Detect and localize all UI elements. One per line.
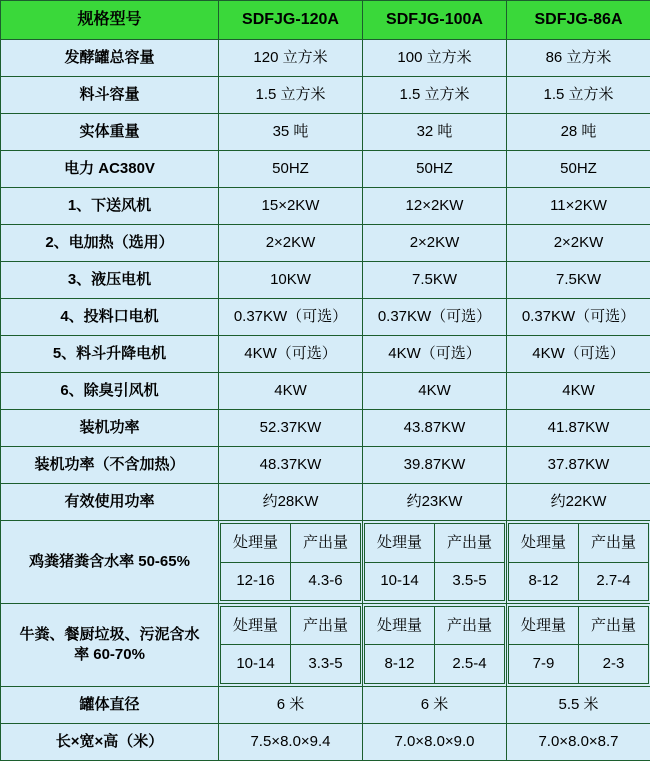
row-label: [1, 604, 219, 687]
sub-header-output: 产出量: [435, 524, 505, 562]
row-value: 7.0×8.0×8.7: [507, 723, 650, 760]
row-label: 装机功率: [1, 410, 219, 447]
row-label: 发酵罐总容量: [1, 39, 219, 76]
table-row: [1, 299, 650, 336]
table-row: [1, 686, 650, 723]
row-value: 0.37KW（可选）: [363, 299, 507, 336]
row-value: 86 立方米: [507, 39, 650, 76]
row-value: 28 吨: [507, 114, 650, 151]
row-value: 4KW: [219, 373, 363, 410]
split-cell: [219, 521, 363, 604]
row-value: 52.37KW: [219, 410, 363, 447]
sub-value-throughput: 8-12: [509, 562, 579, 600]
table-row: [1, 373, 650, 410]
split-cell: [507, 604, 650, 687]
header-cell-sdfjg-86a: SDFJG-86A: [507, 1, 650, 40]
row-label: 装机功率（不含加热）: [1, 447, 219, 484]
table-row: [1, 151, 650, 188]
row-value: 约23KW: [363, 484, 507, 521]
row-value: 1.5 立方米: [363, 77, 507, 114]
sub-value-throughput: 12-16: [221, 562, 291, 600]
row-value: 约22KW: [507, 484, 650, 521]
sub-header-throughput: 处理量: [221, 607, 291, 645]
row-value: 41.87KW: [507, 410, 650, 447]
table-header-row: [1, 1, 650, 40]
row-value: 7.5×8.0×9.4: [219, 723, 363, 760]
row-label: 1、下送风机: [1, 188, 219, 225]
split-cell: [363, 604, 507, 687]
row-label: 有效使用功率: [1, 484, 219, 521]
split-cell: [219, 604, 363, 687]
split-cell: [507, 521, 650, 604]
row-label-line-1: 牛粪、餐厨垃圾、污泥含水: [19, 625, 200, 643]
sub-value-output: 4.3-6: [291, 562, 361, 600]
sub-header-output: 产出量: [291, 607, 361, 645]
row-value: 2×2KW: [507, 225, 650, 262]
sub-header-throughput: 处理量: [509, 607, 579, 645]
row-value: 10KW: [219, 262, 363, 299]
table-row: [1, 77, 650, 114]
row-value: 15×2KW: [219, 188, 363, 225]
row-label: 3、液压电机: [1, 262, 219, 299]
row-value: 0.37KW（可选）: [219, 299, 363, 336]
row-value: 6 米: [363, 686, 507, 723]
row-value: 4KW（可选）: [507, 336, 650, 373]
row-value: 48.37KW: [219, 447, 363, 484]
row-value: 5.5 米: [507, 686, 650, 723]
table-row: [1, 410, 650, 447]
sub-value-output: 3.5-5: [435, 562, 505, 600]
row-value: 4KW（可选）: [363, 336, 507, 373]
table-row: [1, 188, 650, 225]
row-label: 4、投料口电机: [1, 299, 219, 336]
row-value: 39.87KW: [363, 447, 507, 484]
row-label: 罐体直径: [1, 686, 219, 723]
table-row: [1, 336, 650, 373]
row-value: 2×2KW: [219, 225, 363, 262]
row-value: 4KW: [507, 373, 650, 410]
sub-header-output: 产出量: [291, 524, 361, 562]
sub-value-output: 3.3-5: [291, 645, 361, 683]
sub-value-throughput: 8-12: [365, 645, 435, 683]
table-row: [1, 723, 650, 760]
sub-header-throughput: 处理量: [365, 524, 435, 562]
row-value: 50HZ: [507, 151, 650, 188]
sub-header-output: 产出量: [579, 607, 649, 645]
row-value: 7.0×8.0×9.0: [363, 723, 507, 760]
table-row-split-cow-manure-kitchen-sludge: [1, 604, 650, 687]
row-value: 43.87KW: [363, 410, 507, 447]
sub-header-throughput: 处理量: [509, 524, 579, 562]
split-cell: [363, 521, 507, 604]
sub-value-output: 2.5-4: [435, 645, 505, 683]
sub-value-throughput: 7-9: [509, 645, 579, 683]
row-label-line-2: 率 60-70%: [74, 645, 145, 663]
row-value: 120 立方米: [219, 39, 363, 76]
row-value: 4KW（可选）: [219, 336, 363, 373]
sub-header-output: 产出量: [579, 524, 649, 562]
row-value: 7.5KW: [507, 262, 650, 299]
table-row: [1, 262, 650, 299]
row-value: 37.87KW: [507, 447, 650, 484]
sub-value-output: 2.7-4: [579, 562, 649, 600]
table-row: [1, 114, 650, 151]
row-value: 100 立方米: [363, 39, 507, 76]
row-value: 约28KW: [219, 484, 363, 521]
row-label: 6、除臭引风机: [1, 373, 219, 410]
row-label: 实体重量: [1, 114, 219, 151]
header-cell-model: 规格型号: [1, 1, 219, 40]
row-value: 11×2KW: [507, 188, 650, 225]
row-value: 32 吨: [363, 114, 507, 151]
table-row: [1, 484, 650, 521]
row-value: 12×2KW: [363, 188, 507, 225]
row-value: 4KW: [363, 373, 507, 410]
row-label: 电力 AC380V: [1, 151, 219, 188]
sub-header-output: 产出量: [435, 607, 505, 645]
row-value: 35 吨: [219, 114, 363, 151]
sub-value-throughput: 10-14: [221, 645, 291, 683]
sub-header-throughput: 处理量: [365, 607, 435, 645]
table-row-split-chicken-pig-manure: [1, 521, 650, 604]
row-label: 5、料斗升降电机: [1, 336, 219, 373]
sub-header-throughput: 处理量: [221, 524, 291, 562]
row-value: 0.37KW（可选）: [507, 299, 650, 336]
sub-value-output: 2-3: [579, 645, 649, 683]
row-value: 1.5 立方米: [507, 77, 650, 114]
row-value: 6 米: [219, 686, 363, 723]
table-row: [1, 225, 650, 262]
row-label: 鸡粪猪粪含水率 50-65%: [1, 521, 219, 604]
row-label: 料斗容量: [1, 77, 219, 114]
table-row: [1, 447, 650, 484]
row-value: 7.5KW: [363, 262, 507, 299]
sub-value-throughput: 10-14: [365, 562, 435, 600]
header-cell-sdfjg-100a: SDFJG-100A: [363, 1, 507, 40]
row-value: 1.5 立方米: [219, 77, 363, 114]
row-label: 2、电加热（选用）: [1, 225, 219, 262]
row-value: 2×2KW: [363, 225, 507, 262]
row-value: 50HZ: [363, 151, 507, 188]
header-cell-sdfjg-120a: SDFJG-120A: [219, 1, 363, 40]
table-row: [1, 39, 650, 76]
row-label: 长×宽×高（米）: [1, 723, 219, 760]
row-value: 50HZ: [219, 151, 363, 188]
